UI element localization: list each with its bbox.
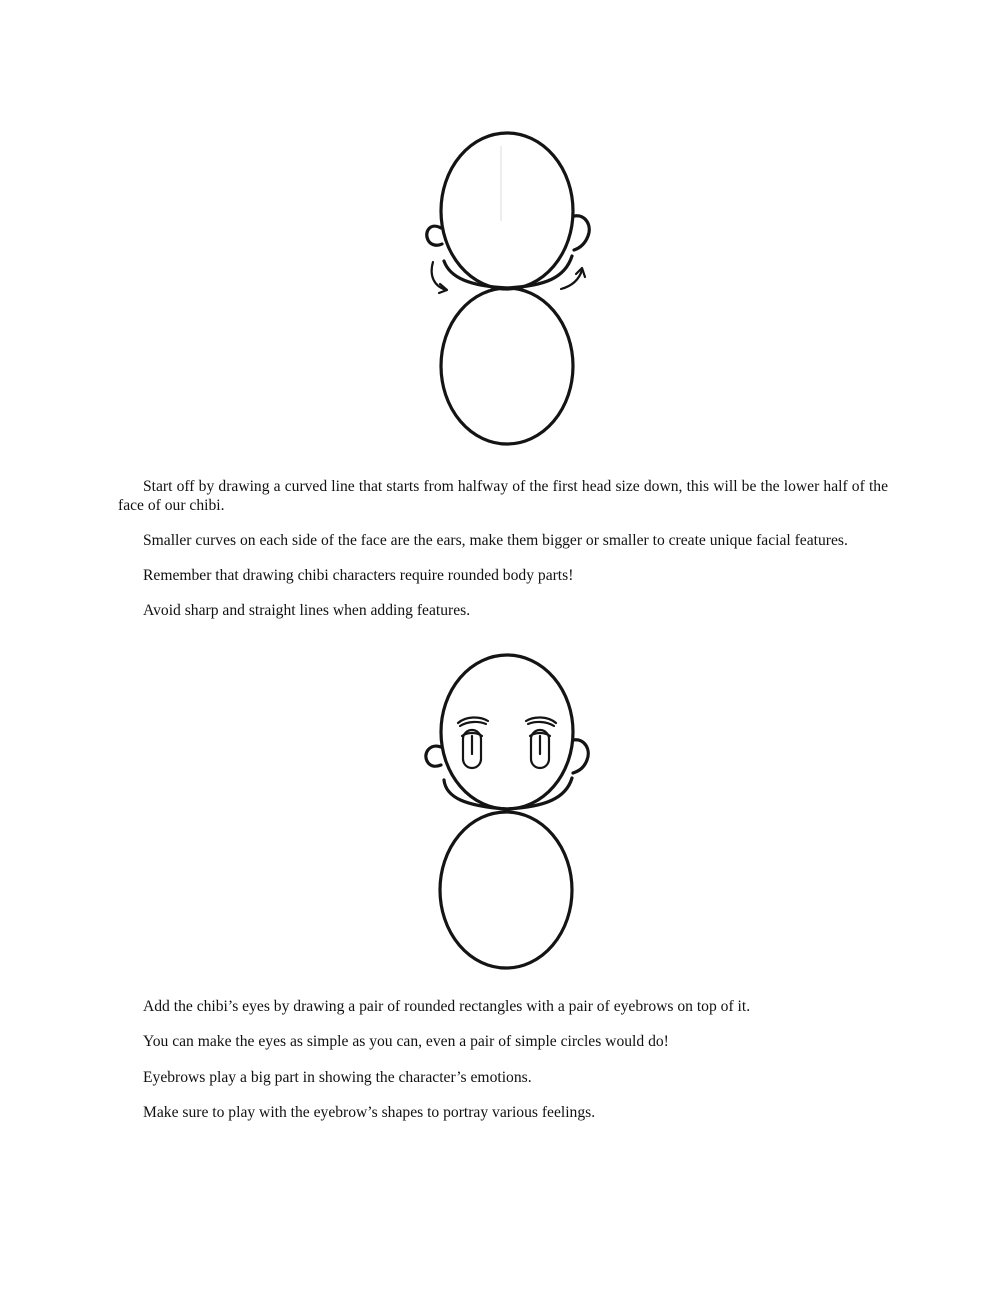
instruction-paragraph: Eyebrows play a big part in showing the character’s emotions. xyxy=(143,1069,532,1086)
instruction-paragraph: Make sure to play with the eyebrow’s shapes to portray various feelings. xyxy=(143,1104,596,1121)
left-ear xyxy=(426,746,441,766)
chibi-step-ears-figure xyxy=(400,116,606,462)
instruction-paragraph: You can make the eyes as simple as you can, even a pair of simple circles would do! xyxy=(143,1033,669,1050)
chibi-ears-drawing xyxy=(400,116,606,462)
left-eyebrow-inner xyxy=(460,722,486,726)
body-circle xyxy=(441,288,573,444)
chibi-step-eyes-figure xyxy=(400,650,606,980)
instruction-paragraph: Smaller curves on each side of the face are the ears, make them bigger or smaller to create unique facial features. xyxy=(143,532,848,549)
lower-face-curve xyxy=(444,778,572,809)
instruction-paragraph: Remember that drawing chibi characters require rounded body parts! xyxy=(143,567,574,584)
head-circle xyxy=(441,655,573,809)
right-ear xyxy=(574,216,589,250)
head-circle xyxy=(441,133,573,289)
instruction-paragraph: Add the chibi’s eyes by drawing a pair of rounded rectangles with a pair of eyebrows on top of it. xyxy=(143,998,751,1015)
body-circle xyxy=(440,812,572,968)
left-ear xyxy=(427,226,442,245)
chibi-eyes-drawing xyxy=(400,650,606,980)
instruction-paragraph: Start off by drawing a curved line that starts from halfway of the first head size down, this will be the lower half of the face of our chibi. xyxy=(118,478,888,514)
right-ear xyxy=(573,740,588,773)
right-arrow-icon xyxy=(561,270,582,289)
right-eyebrow-inner xyxy=(528,722,554,726)
left-arrow-icon xyxy=(432,262,446,290)
instruction-paragraph: Avoid sharp and straight lines when adding features. xyxy=(143,602,471,619)
lower-face-curve xyxy=(444,256,572,288)
